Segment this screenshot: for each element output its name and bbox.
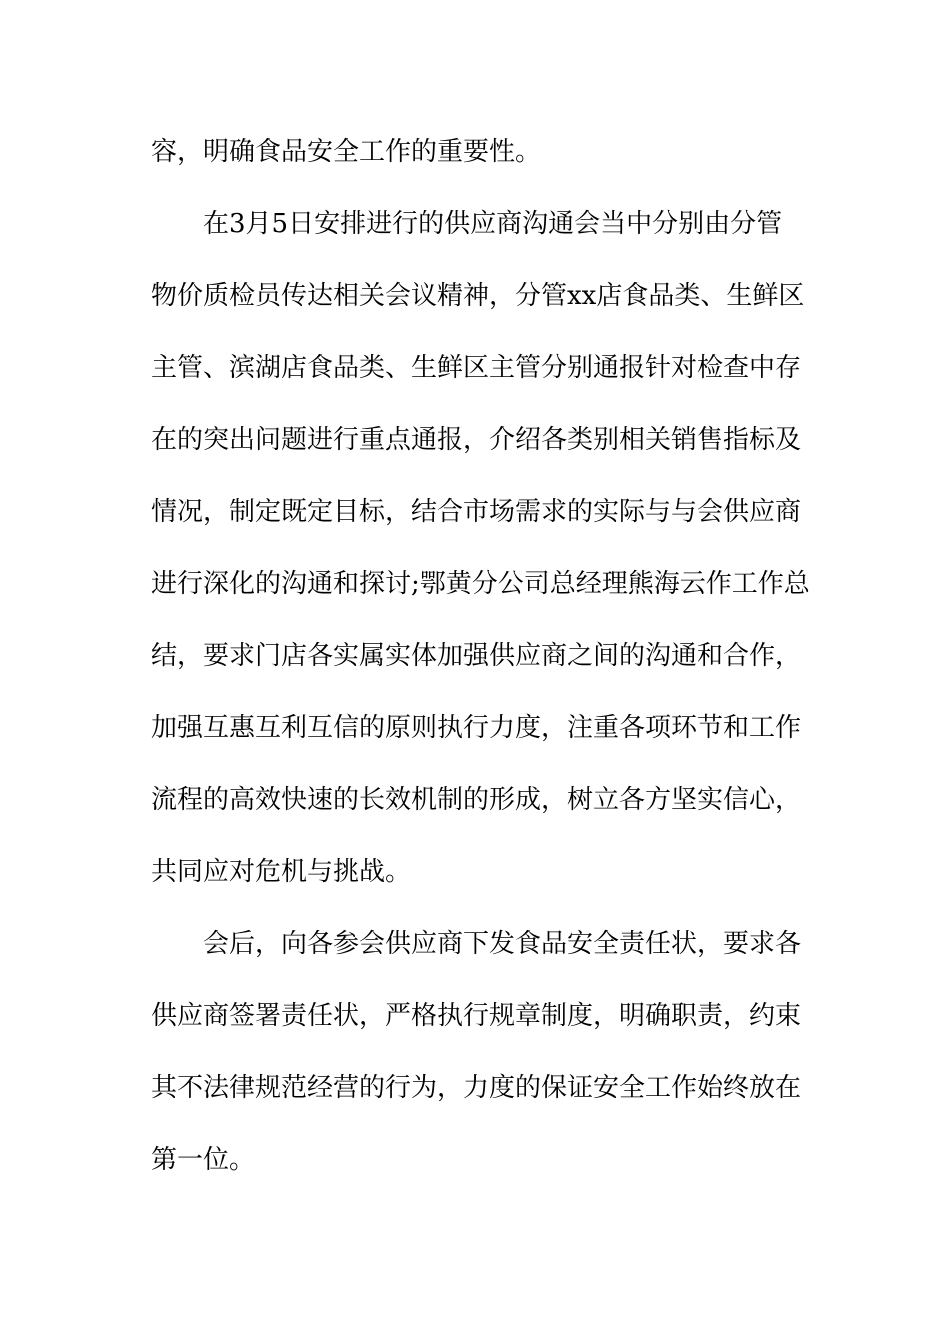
text-line: 共同应对危机与挑战。 xyxy=(151,857,412,887)
text-line: 在的突出问题进行重点通报，介绍各类别相关销售指标及 xyxy=(151,425,802,455)
text-line: 容，明确食品安全工作的重要性。 xyxy=(151,137,542,167)
paragraph-start-line: 会后，向各参会供应商下发食品安全责任状，要求各 xyxy=(203,929,802,959)
text-line: 结，要求门店各实属实体加强供应商之间的沟通和合作， xyxy=(151,641,802,671)
text-line: 第一位。 xyxy=(151,1145,256,1175)
text-line: 物价质检员传达相关会议精神，分管xx店食品类、生鲜区 xyxy=(151,281,805,311)
text-line: 主管、滨湖店食品类、生鲜区主管分别通报针对检查中存 xyxy=(151,353,802,383)
text-line: 进行深化的沟通和探讨;鄂黄分公司总经理熊海云作工作总 xyxy=(151,569,810,599)
text-line: 加强互惠互利互信的原则执行力度，注重各项环节和工作 xyxy=(151,713,802,743)
text-line: 流程的高效快速的长效机制的形成，树立各方坚实信心， xyxy=(151,785,802,815)
text-line: 情况，制定既定目标，结合市场需求的实际与与会供应商 xyxy=(151,497,802,527)
paragraph-start-line: 在3月5日安排进行的供应商沟通会当中分别由分管 xyxy=(203,209,783,239)
text-line: 其不法律规范经营的行为，力度的保证安全工作始终放在 xyxy=(151,1073,802,1103)
text-line: 供应商签署责任状，严格执行规章制度，明确职责，约束 xyxy=(151,1001,802,1031)
